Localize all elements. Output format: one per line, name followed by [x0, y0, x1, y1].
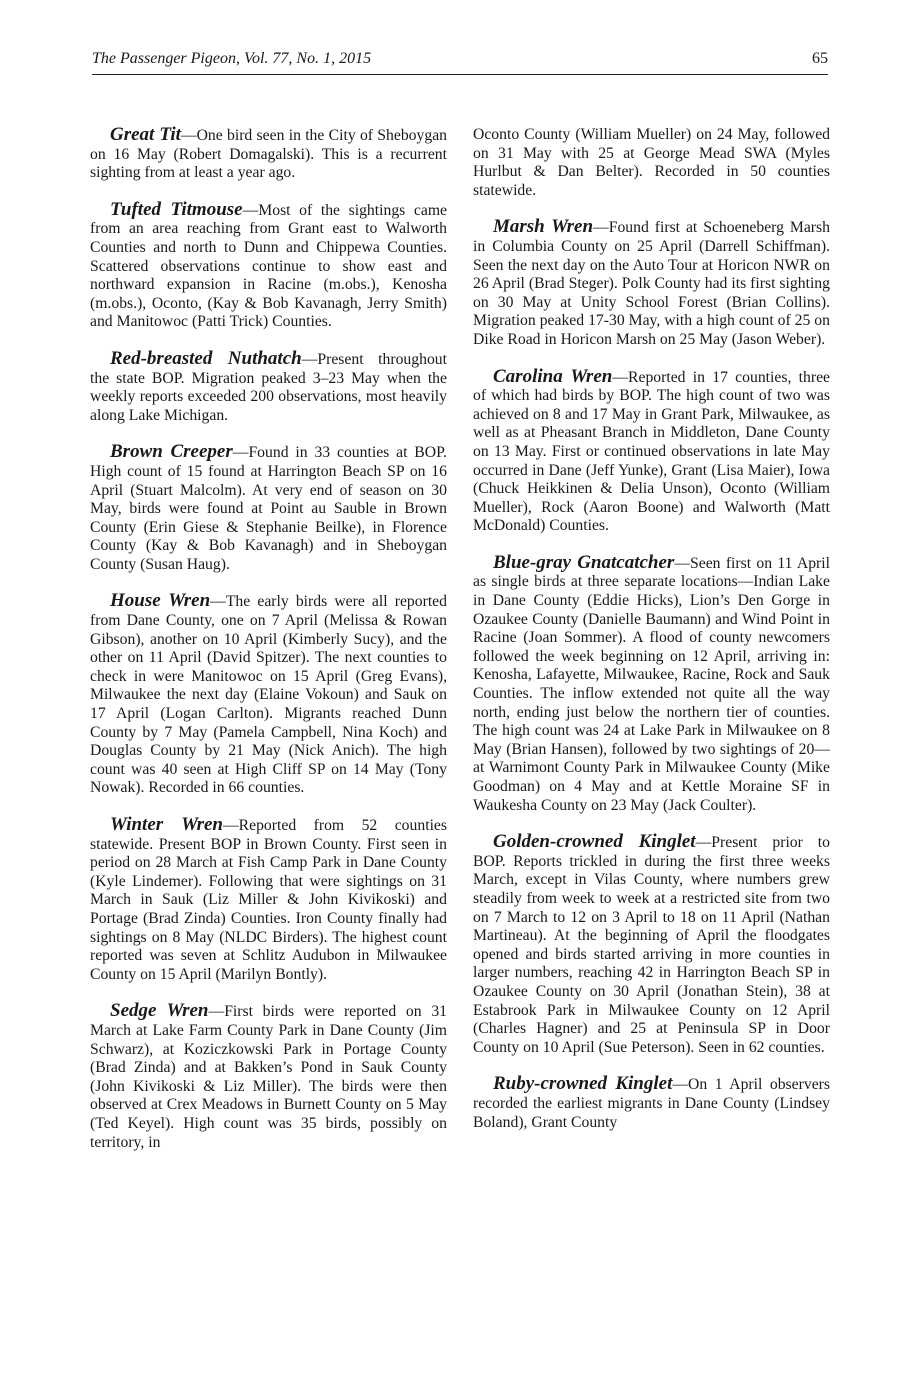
- species-name: Winter Wren: [110, 814, 223, 835]
- species-entry-house-wren: [90, 592, 447, 798]
- species-account: —Present throughout the state BOP. Migration peaked 3–23 May when the weekly reports exceeded 200 observations, most heavily along Lake Michigan.: [90, 350, 448, 424]
- species-name: Red-breasted Nuthatch: [110, 347, 302, 369]
- continued-paragraph: Oconto County (William Mueller) on 24 May, followed on 31 May with 25 at George Mead SWA (Myles Hurlbut & Dan Belter). Recorded in 50 counties statewide.: [473, 126, 830, 199]
- species-name: Carolina Wren: [493, 365, 613, 387]
- species-name: Tufted Titmouse: [110, 198, 243, 220]
- species-account: —Seen first on 11 April as single birds at three separate locations—Indian Lake in Dane County (Eddie Hicks), Lion’s Den Gorge in Ozaukee County (Danielle Baumann) and Wind Point in Racine (Joan Sommer). A flood of county newcomers followed the week beginning on 12 April, arriving in: Kenosha, Lafayette, Milwaukee, Racine, Rock and Sauk Counties. The inflow extended not quite all the way north, ending just below the northern tier of counties. The high count was 24 at Lake Park in Milwaukee on 8 May (Brian Hansen), followed by two sightings of 20—at Warnimont County Park in Milwaukee County (Mike Goodman) on 4 May and at Kettle Moraine SF in Waukesha County on 23 May (Jack Coulter).: [473, 554, 830, 814]
- species-entry-marsh-wren: [473, 218, 830, 349]
- right-column: [473, 126, 830, 1150]
- species-name: Sedge Wren: [110, 1000, 209, 1022]
- species-entry-blue-gray-gnatcatcher: [473, 551, 830, 815]
- species-account: —Found in 33 counties at BOP. High count of 15 found at Harrington Beach SP on 16 April (Stuart Malcolm). At very end of season on 30 May, birds were found at Point au Sauble in Brown County (Erin Giese & Stephanie Beilke), in Florence County (Kay & Bob Kavanagh) and in Sheboygan County (Susan Haug).: [90, 444, 447, 573]
- species-account: —One bird seen in the City of Sheboygan on 16 May (Robert Domagalski). This is a recurrent sighting from at least a year ago.: [90, 127, 448, 182]
- running-header: [92, 48, 828, 75]
- species-name: Blue-gray Gnatcatcher: [493, 551, 675, 573]
- species-account: —Most of the sightings came from an area reaching from Grant east to Walworth Counties and north to Dunn and Chippewa Counties. Scattered observations continue to show east and northward expansion in Racine (m.obs.), Kenosha (m.obs.), Oconto, (Kay & Bob Kavanagh, Jerry Smith) and Manitowoc (Patti Trick) Counties.: [90, 201, 447, 331]
- species-name: Great Tit: [110, 124, 181, 145]
- species-entry-winter-wren: [90, 816, 447, 984]
- species-name: Ruby-crowned Kinglet: [493, 1073, 673, 1095]
- left-column: [90, 126, 447, 1170]
- species-entry-brown-creeper: [90, 443, 447, 574]
- page-number: 65: [812, 50, 828, 67]
- species-entry-tufted-titmouse: [90, 198, 447, 332]
- species-entry-sedge-wren: [90, 1002, 447, 1152]
- species-name: Brown Creeper: [110, 441, 233, 463]
- species-name: Marsh Wren: [493, 216, 594, 238]
- species-account: —Found first at Schoeneberg Marsh in Columbia County on 25 April (Darrell Schiffman). Seen the next day on the Auto Tour at Horicon NWR on 26 April (Brad Steger). Polk County had its first sighting on 30 May at Unity School Forest (Brian Collins). Migration peaked 17-30 May, with a high count of 25 on Dike Road in Horicon Marsh on 25 May (Jason Weber).: [473, 219, 830, 348]
- species-entry-red-breasted-nuthatch: [90, 347, 448, 425]
- journal-citation: The Passenger Pigeon, Vol. 77, No. 1, 2015: [92, 50, 372, 67]
- species-entry-ruby-crowned-kinglet: [473, 1075, 830, 1132]
- species-name: House Wren: [110, 590, 211, 612]
- species-name: Golden-crowned Kinglet: [493, 831, 696, 853]
- species-entry-carolina-wren: [473, 365, 830, 536]
- species-account: —Present prior to BOP. Reports trickled in during the first three weeks March, except in Vilas County, where numbers grew steadily from week to week at a restricted site from two on 7 March to 12 on 3 April to 18 on 11 April (Nathan Martineau). At the beginning of April the floodgates opened and birds started arriving in more counties in larger numbers, reaching 42 in Harrington Beach SP in Ozaukee County on 30 April (Jonathan Stein), 38 at Estabrook Park in Milwaukee County on 12 April (Charles Hagner) and 25 at Peninsula SP in Door County on 10 April (Sue Peterson). Seen in 62 counties.: [473, 834, 830, 1056]
- species-account: —First birds were reported on 31 March at Lake Farm County Park in Dane County (Jim Schwarz), at Koziczkowski Park in Portage County (Brad Zinda) and at Bakken’s Pond in Sauk County (John Kivikoski & Liz Miller). The birds were then observed at Crex Meadows in Burnett County on 5 May (Ted Keyel). High count was 35 birds, possibly on territory, in: [90, 1003, 448, 1151]
- species-account: —The early birds were all reported from Dane County, one on 7 April (Melissa & Rowan Gibson), another on 10 April (Kimberly Sucy), and the other on 11 April (David Spitzer). The next counties to check in were Manitowoc on 15 April (Greg Evans), Milwaukee the next day (Elaine Vokoun) and Sauk on 17 April (Logan Carlton). Migrants reached Dunn County by 7 May (Pamela Campbell, Nina Koch) and Douglas County by 21 May (Nick Anich). The high count was 40 seen at High Cliff SP on 14 May (Tony Nowak). Recorded in 66 counties.: [90, 593, 447, 797]
- species-account: —Reported from 52 counties statewide. Present BOP in Brown County. First seen in period on 28 March at Fish Camp Park in Dane County (Kyle Lindemer). Following that were sightings on 31 March in Sauk (Liz Miller & John Kivikoski) and Portage (Brad Zinda) Counties. Iron County finally had sightings on 8 May (NLDC Birders). The highest count reported was seven at Schlitz Audubon in Milwaukee County on 15 April (Marilyn Bontly).: [90, 817, 447, 983]
- species-account: —On 1 April observers recorded the earliest migrants in Dane County (Lindsey Boland), Grant County: [473, 1076, 830, 1131]
- species-entry-great-tit: [90, 126, 447, 183]
- species-account: —Reported in 17 counties, three of which had birds by BOP. The high count of two was achieved on 8 and 17 May in Grant Park, Milwaukee, as well as at Pheasant Branch in Middleton, Dane County on 13 May. First or continued observations in late May occurred in Dane (Jeff Yunke), Grant (Lisa Maier), Iowa (Chuck Heikkinen & Delia Unson), Oconto (William Mueller), Rock (Aaron Boone) and Walworth (Matt McDonald) Counties.: [473, 368, 830, 535]
- species-entry-golden-crowned-kinglet: [473, 833, 830, 1057]
